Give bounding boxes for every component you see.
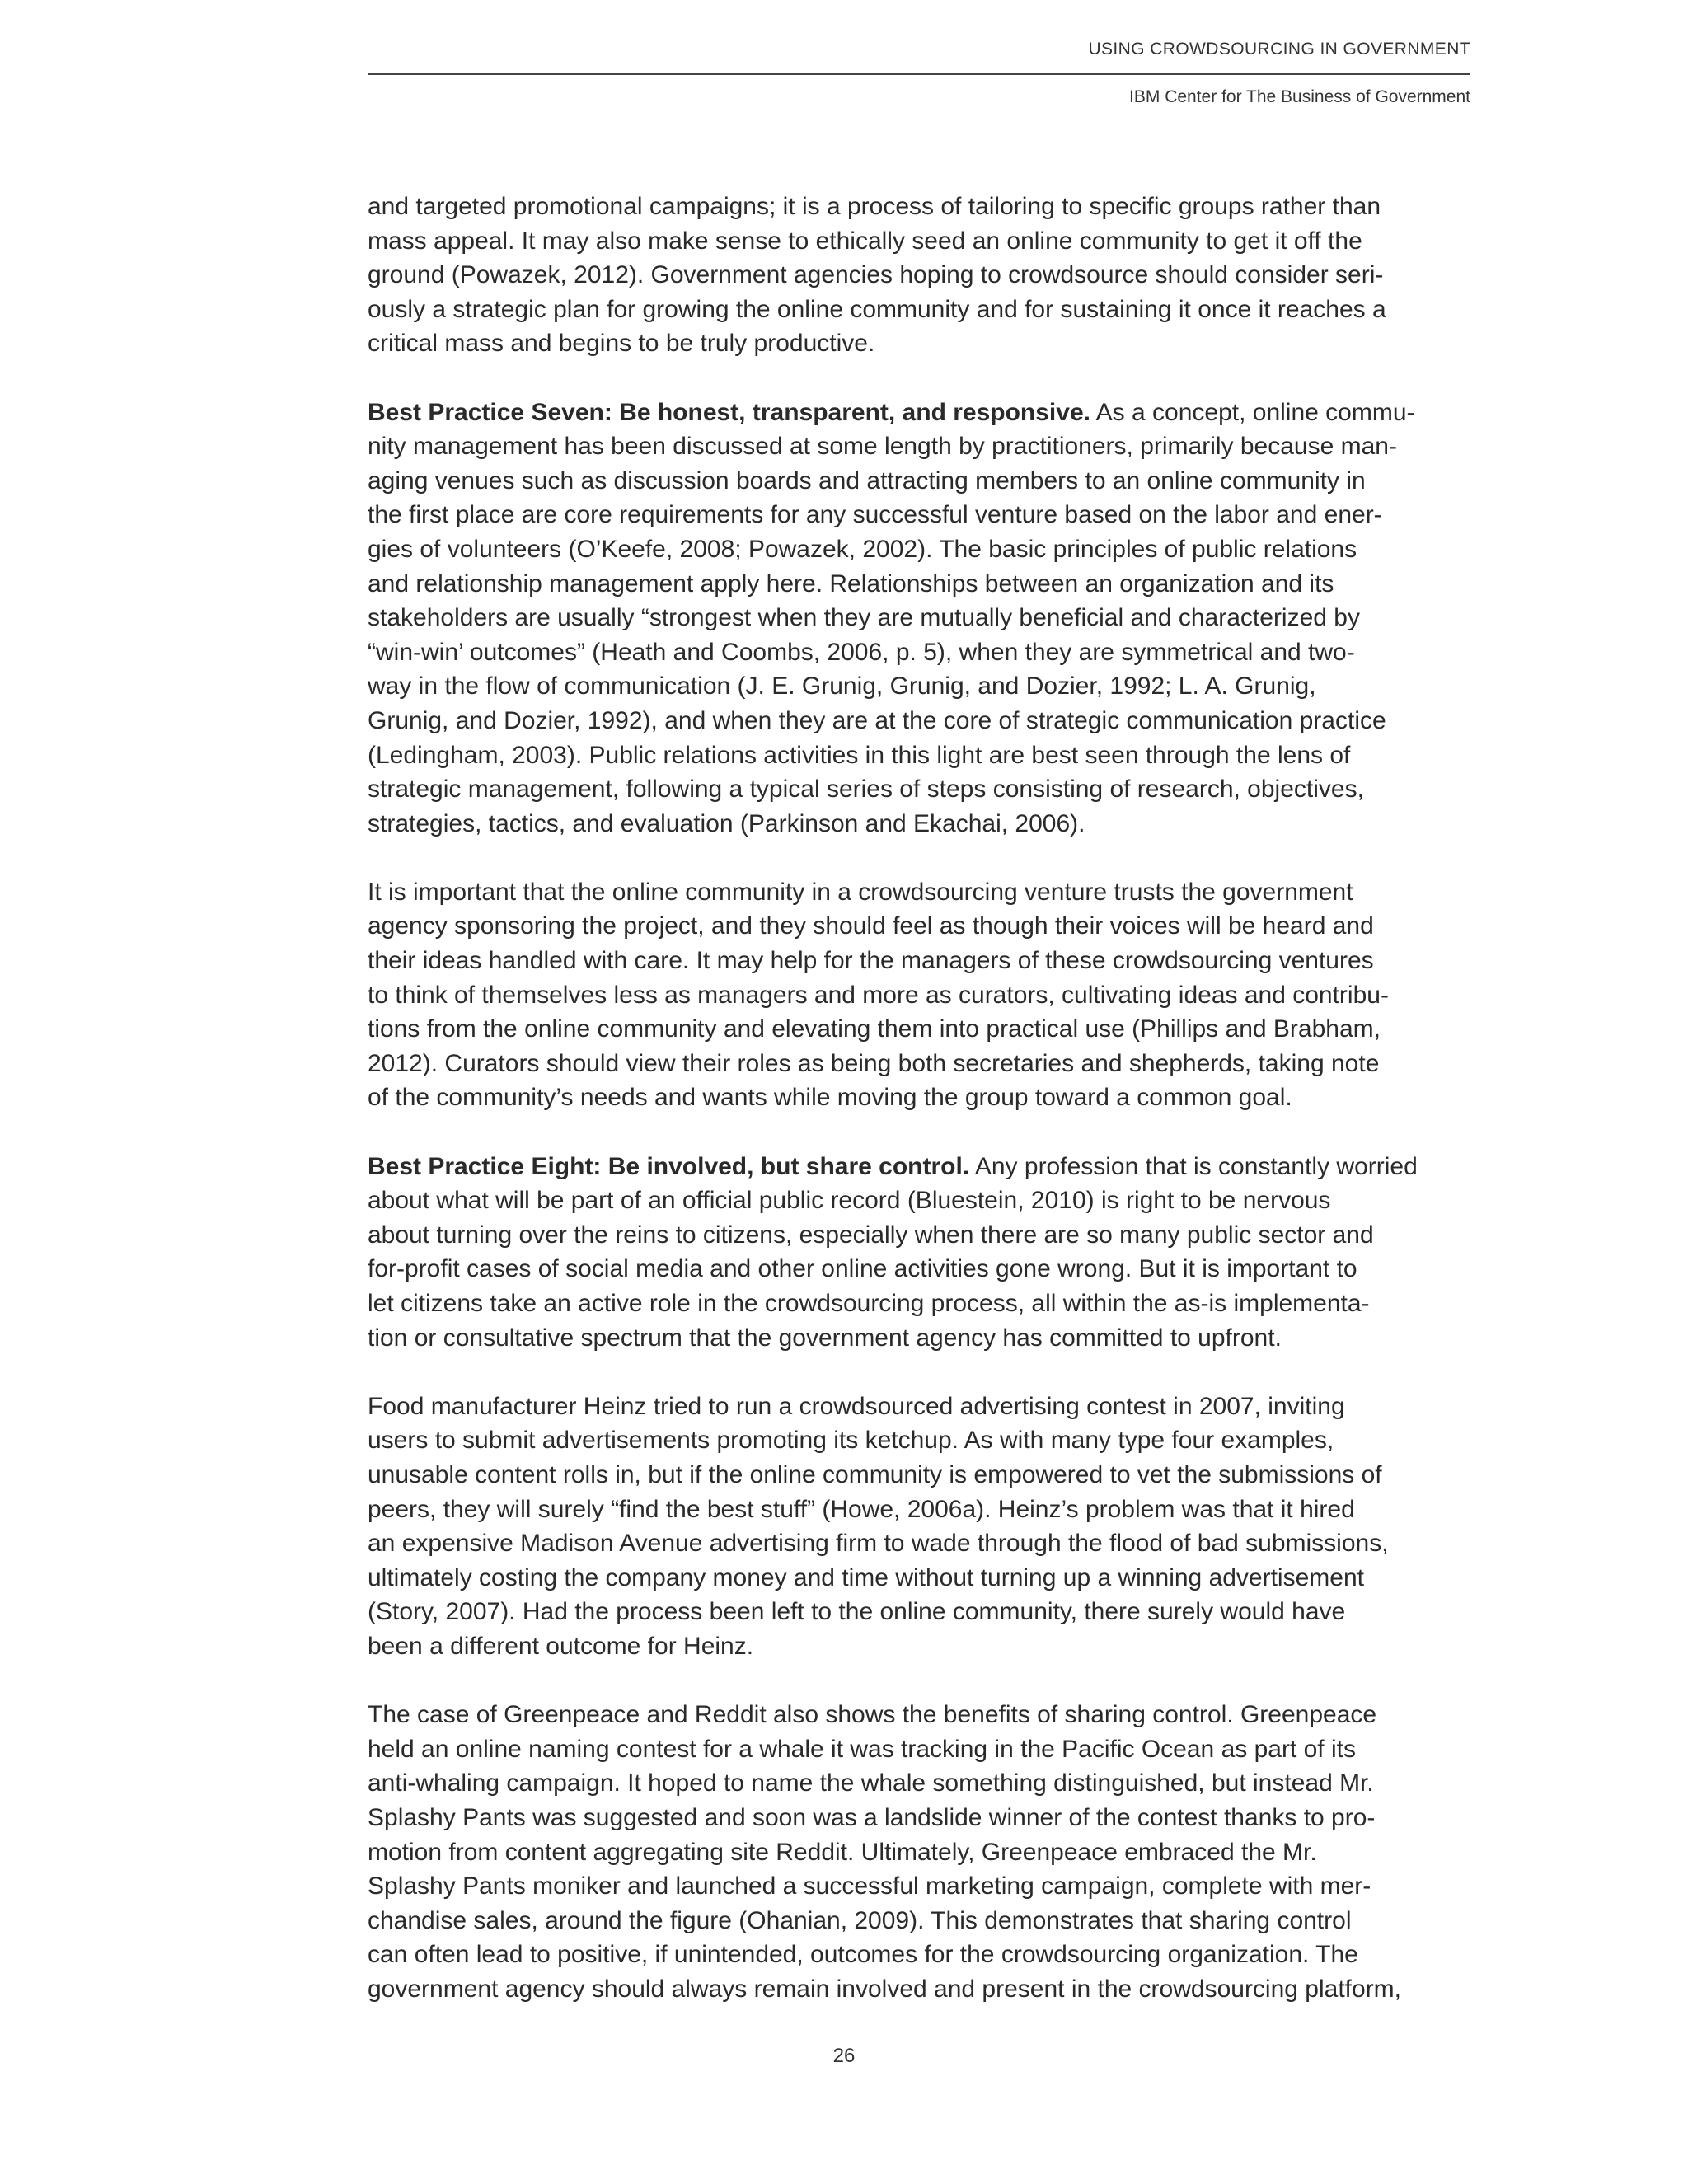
text-line: stakeholders are usually “strongest when they are mutually beneficial and characterized by: [368, 604, 1360, 632]
text-line: unusable content rolls in, but if the online community is empowered to vet the submissions of: [368, 1460, 1382, 1488]
text-line: ultimately costing the company money and time without turning up a winning advertisement: [368, 1563, 1364, 1591]
paragraph-1: [368, 190, 1472, 361]
text-line: Splashy Pants was suggested and soon was a landslide winner of the contest thanks to pro-: [368, 1803, 1376, 1831]
text-line: their ideas handled with care. It may help for the managers of these crowdsourcing ventures: [368, 947, 1374, 975]
paragraph-6: [368, 1698, 1472, 2006]
text-line: [368, 1150, 1472, 1184]
paragraph-best-practice-eight: [368, 1150, 1472, 1356]
text-line: (Story, 2007). Had the process been left to the online community, there surely would have: [368, 1598, 1346, 1626]
best-practice-eight-heading: Best Practice Eight: Be involved, but share control.: [368, 1152, 970, 1180]
text-line: strategic management, following a typical series of steps consisting of research, objectives,: [368, 776, 1364, 804]
paragraph-best-practice-seven: [368, 396, 1472, 841]
paragraph-5: [368, 1390, 1472, 1664]
header-divider: [368, 73, 1470, 75]
text-line: let citizens take an active role in the crowdsourcing process, all within the as-is implementa-: [368, 1290, 1370, 1317]
text-line: gies of volunteers (O’Keefe, 2008; Powazek, 2002). The basic principles of public relations: [368, 535, 1357, 563]
text-line: The case of Greenpeace and Reddit also shows the benefits of sharing control. Greenpeace: [368, 1701, 1377, 1729]
text-line: government agency should always remain involved and present in the crowdsourcing platform,: [368, 1975, 1402, 2003]
text-line: strategies, tactics, and evaluation (Parkinson and Ekachai, 2006).: [368, 809, 1085, 837]
text-line: Food manufacturer Heinz tried to run a crowdsourced advertising contest in 2007, inviting: [368, 1392, 1345, 1420]
text-line: chandise sales, around the figure (Ohanian, 2009). This demonstrates that sharing control: [368, 1906, 1352, 1934]
text-line: “win-win’ outcomes” (Heath and Coombs, 2006, p. 5), when they are symmetrical and two-: [368, 638, 1355, 666]
text-line: peers, they will surely “find the best stuff” (Howe, 2006a). Heinz’s problem was that it hired: [368, 1495, 1355, 1523]
running-header: [368, 36, 1470, 110]
text-line: held an online naming contest for a whale it was tracking in the Pacific Ocean as part of its: [368, 1735, 1356, 1763]
text-line: Grunig, and Dozier, 1992), and when they are at the core of strategic communication practice: [368, 706, 1386, 734]
text-line: tions from the online community and elevating them into practical use (Phillips and Brabham,: [368, 1015, 1381, 1043]
text-line: [368, 396, 1472, 430]
running-header-subtitle: IBM Center for The Business of Government: [1129, 87, 1470, 106]
text-line: for-profit cases of social media and other online activities gone wrong. But it is important to: [368, 1255, 1357, 1283]
text-line: of the community’s needs and wants while moving the group toward a common goal.: [368, 1084, 1292, 1112]
text-line: aging venues such as discussion boards and attracting members to an online community in: [368, 466, 1366, 494]
text-line: to think of themselves less as managers and more as curators, cultivating ideas and contribu-: [368, 981, 1389, 1009]
text-line: Splashy Pants moniker and launched a successful marketing campaign, complete with mer-: [368, 1872, 1372, 1900]
paragraph-3: [368, 875, 1472, 1115]
text-line: an expensive Madison Avenue advertising firm to wade through the flood of bad submissions,: [368, 1530, 1389, 1558]
text-line: tion or consultative spectrum that the government agency has committed to upfront.: [368, 1324, 1282, 1352]
text-line: nity management has been discussed at some length by practitioners, primarily because man-: [368, 433, 1397, 461]
text-line: users to submit advertisements promoting its ketchup. As with many type four examples,: [368, 1427, 1334, 1455]
text-line: 2012). Curators should view their roles as being both secretaries and shepherds, taking note: [368, 1049, 1380, 1077]
text-line: way in the flow of communication (J. E. Grunig, Grunig, and Dozier, 1992; L. A. Grunig,: [368, 673, 1316, 701]
text-run: Any profession that is constantly worried: [969, 1152, 1418, 1180]
text-line: agency sponsoring the project, and they should feel as though their voices will be heard and: [368, 912, 1374, 940]
text-line: It is important that the online community in a crowdsourcing venture trusts the government: [368, 878, 1353, 906]
best-practice-seven-heading: Best Practice Seven: Be honest, transparent, and responsive.: [368, 398, 1090, 426]
text-line: the first place are core requirements for any successful venture based on the labor and ener-: [368, 501, 1382, 529]
text-line: about what will be part of an official public record (Bluestein, 2010) is right to be nervous: [368, 1187, 1331, 1215]
text-line: mass appeal. It may also make sense to ethically seed an online community to get it off the: [368, 227, 1362, 255]
text-line: ously a strategic plan for growing the online community and for sustaining it once it reaches a: [368, 295, 1386, 323]
text-run: As a concept, online commu-: [1090, 398, 1415, 426]
text-line: (Ledingham, 2003). Public relations activities in this light are best seen through the lens of: [368, 741, 1351, 769]
text-line: about turning over the reins to citizens, especially when there are so many public sector and: [368, 1221, 1374, 1249]
body-text: [368, 190, 1472, 2041]
text-line: motion from content aggregating site Reddit. Ultimately, Greenpeace embraced the Mr.: [368, 1838, 1317, 1866]
text-line: can often lead to positive, if unintended, outcomes for the crowdsourcing organization. The: [368, 1941, 1358, 1969]
text-line: and relationship management apply here. Relationships between an organization and its: [368, 569, 1334, 598]
text-line: anti-whaling campaign. It hoped to name the whale something distinguished, but instead Mr.: [368, 1769, 1374, 1797]
text-line: critical mass and begins to be truly productive.: [368, 330, 875, 358]
text-line: and targeted promotional campaigns; it is a process of tailoring to specific groups rather than: [368, 193, 1381, 220]
running-header-title: USING CROWDSOURCING IN GOVERNMENT: [1088, 40, 1470, 59]
text-line: been a different outcome for Heinz.: [368, 1632, 754, 1660]
page-number: 26: [832, 2045, 856, 2067]
text-line: ground (Powazek, 2012). Government agencies hoping to crowdsource should consider seri-: [368, 261, 1384, 289]
